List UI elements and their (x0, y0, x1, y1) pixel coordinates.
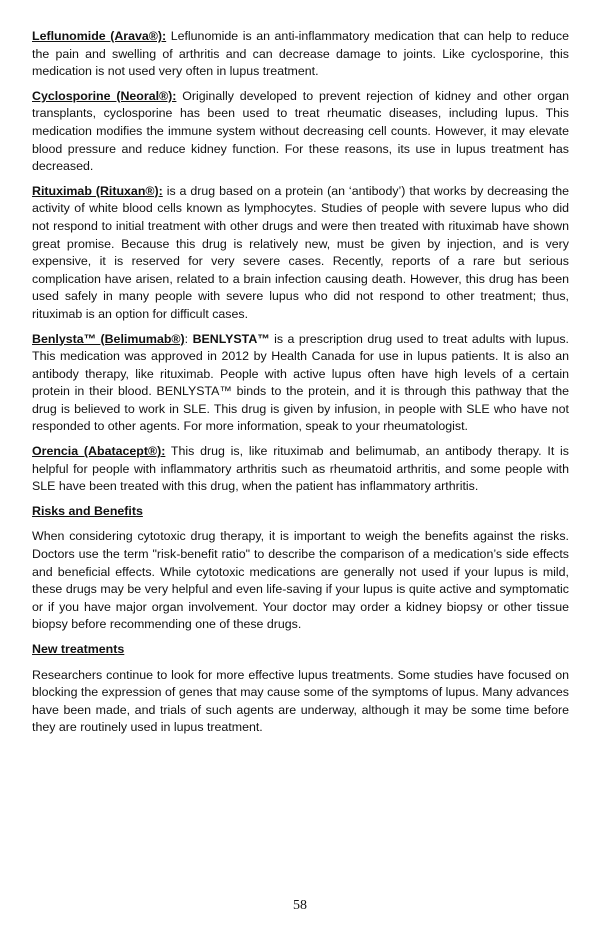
leflunomide-paragraph (32, 28, 569, 81)
cyclosporine-paragraph (32, 88, 569, 176)
new-treatments-heading: New treatments (32, 642, 125, 656)
rituximab-paragraph (32, 183, 569, 324)
orencia-term: Orencia (Abatacept®): (32, 444, 166, 459)
benlysta-text: is a prescription drug used to treat adults with lupus. This medication was approved in 2012 by Health Canada for use in lupus patients. It is also an antibody therapy, like rituximab. People with active lupus often have high levels of a certain protein in their blood. BENLYSTA™ binds to the protein, and it is through this pathway that the drug is believed to work in SLE. This drug is given by infusion, in people with SLE who have not responded to other agents. For more information, speak to your rheumatologist. (32, 331, 569, 434)
leflunomide-text: Leflunomide is an anti-inflammatory medication that can help to reduce the pain and swelling of arthritis and can decrease damage to joints. Like cyclosporine, this medication is not used very often in lupus treatment. (32, 29, 569, 79)
document-page (32, 28, 569, 744)
orencia-text: This drug is, like rituximab and belimumab, an antibody therapy. It is helpful for people with inflammatory arthritis such as rheumatoid arthritis, and some people with SLE have been treated with this drug, when the patient has inflammatory arthritis. (32, 444, 569, 494)
rituximab-text: is a drug based on a protein (an ‘antibody’) that works by decreasing the activity of white blood cells known as lymphocytes. Studies of people with severe lupus who did not respond to initial treatment with other drugs and were then treated with rituximab have shown great promise. Because this drug is relatively new, must be given by injection, and is very expensive, it is reserved for very severe cases. Recently, reports of a rare but serious complication have arisen, related to a brain infection causing death. However, this drug has been used safely in many people with severe lupus who did not respond to other treatment; thus, rituximab is an option for difficult cases. (32, 183, 569, 321)
benlysta-bold-name: BENLYSTA™ (192, 331, 270, 346)
rituximab-term: Rituximab (Rituxan®): (32, 183, 163, 198)
leflunomide-term: Leflunomide (Arava®): (32, 29, 167, 43)
risks-paragraph: When considering cytotoxic drug therapy, it is important to weigh the benefits against the risks. Doctors use the term "risk-benefit ratio" to describe the comparison of a medication’s side effects and beneficial effects. While cytotoxic medications are generally not used if your lupus is mild, these drugs may be very helpful and even life-saving if your lupus is quite active and symptomatic or if you have major organ involvement. Your doctor may order a kidney biopsy or other tissue biopsy before recommending one of these drugs. (32, 529, 569, 632)
cyclosporine-text: Originally developed to prevent rejection of kidney and other organ transplants, cyclosporine has been used to treat rheumatic diseases, including lupus. This medication modifies the immune system without decreasing cell counts. However, it may elevate blood pressure and reduce kidney function. For these reasons, its use in lupus treatment has decreased. (32, 88, 569, 174)
benlysta-paragraph (32, 331, 569, 437)
benlysta-term: Benlysta™ (Belimumab®) (32, 331, 185, 346)
orencia-paragraph (32, 443, 569, 496)
benlysta-separator: : (184, 331, 193, 346)
cyclosporine-term: Cyclosporine (Neoral®): (32, 88, 177, 103)
page-number: 58 (293, 898, 307, 913)
risks-heading: Risks and Benefits (32, 503, 143, 518)
new-treatments-paragraph: Researchers continue to look for more effective lupus treatments. Some studies have focused on blocking the expression of genes that may cause some of the symptoms of lupus. Many advances have been made, and trials of such agents are underway, although it may be some time before they are routinely used in lupus treatment. (32, 667, 569, 735)
